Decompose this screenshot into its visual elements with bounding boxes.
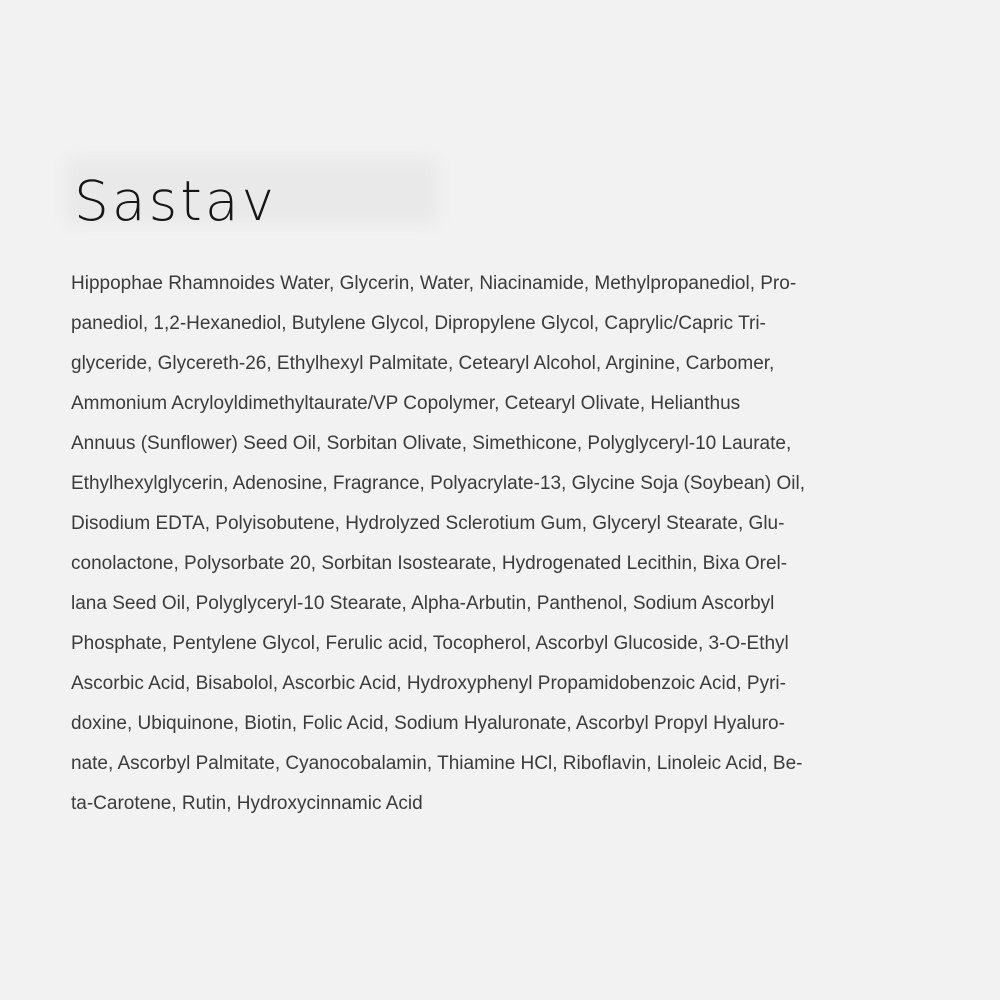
- page-title: Sastav: [74, 169, 278, 233]
- ingredients-list: [71, 264, 941, 824]
- ingredients-line: lana Seed Oil, Polyglyceryl-10 Stearate, Alpha-Arbutin, Panthenol, Sodium Ascorbyl: [71, 593, 775, 614]
- ingredients-line: nate, Ascorbyl Palmitate, Cyanocobalamin, Thiamine HCl, Riboflavin, Linoleic Acid, Be-: [71, 753, 803, 774]
- ingredients-line: doxine, Ubiquinone, Biotin, Folic Acid, Sodium Hyaluronate, Ascorbyl Propyl Hyaluro-: [71, 713, 785, 734]
- ingredients-line: conolactone, Polysorbate 20, Sorbitan Isostearate, Hydrogenated Lecithin, Bixa Orel-: [71, 553, 788, 574]
- ingredients-line: Hippophae Rhamnoides Water, Glycerin, Water, Niacinamide, Methylpropanediol, Pro-: [71, 273, 797, 294]
- ingredients-line: panediol, 1,2-Hexanediol, Butylene Glycol, Dipropylene Glycol, Caprylic/Capric Tri-: [71, 313, 766, 334]
- ingredients-line: Phosphate, Pentylene Glycol, Ferulic acid, Tocopherol, Ascorbyl Glucoside, 3-O-Ethyl: [71, 633, 789, 654]
- ingredients-line: Annuus (Sunflower) Seed Oil, Sorbitan Olivate, Simethicone, Polyglyceryl-10 Laurate,: [71, 433, 792, 454]
- ingredients-line: Ammonium Acryloyldimethyltaurate/VP Copolymer, Cetearyl Olivate, Helianthus: [71, 393, 741, 414]
- ingredients-line: Disodium EDTA, Polyisobutene, Hydrolyzed Sclerotium Gum, Glyceryl Stearate, Glu-: [71, 513, 785, 534]
- ingredients-line: Ethylhexylglycerin, Adenosine, Fragrance, Polyacrylate-13, Glycine Soja (Soybean) Oil,: [71, 473, 805, 494]
- ingredients-line: Ascorbic Acid, Bisabolol, Ascorbic Acid, Hydroxyphenyl Propamidobenzoic Acid, Pyri-: [71, 673, 786, 694]
- ingredients-line: ta-Carotene, Rutin, Hydroxycinnamic Acid: [71, 793, 423, 814]
- ingredients-line: glyceride, Glycereth-26, Ethylhexyl Palmitate, Cetearyl Alcohol, Arginine, Carbomer,: [71, 353, 775, 374]
